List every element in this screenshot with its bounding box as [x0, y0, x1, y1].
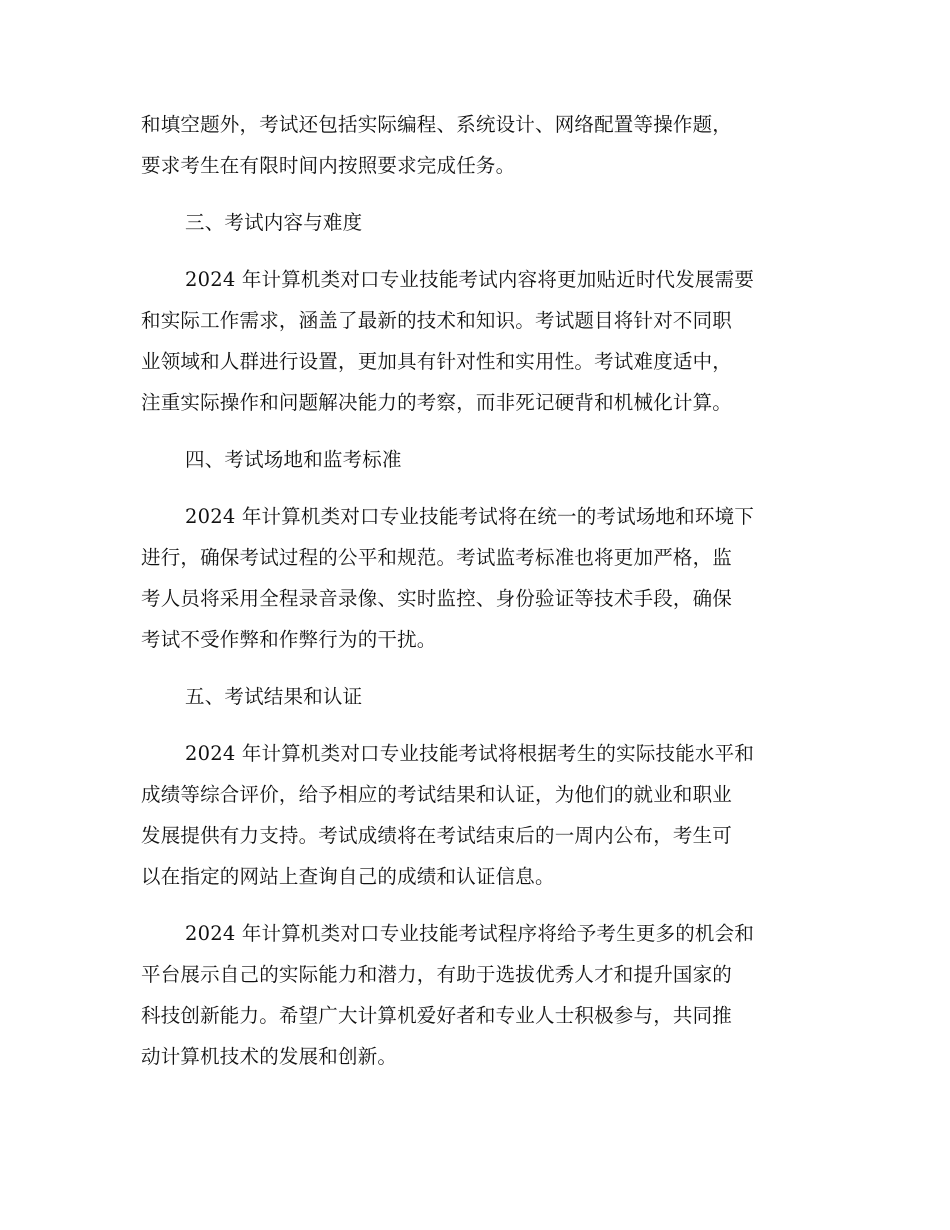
paragraph-line: 考人员将采用全程录音录像、实时监控、身份验证等技术手段，确保 [141, 587, 733, 610]
paragraph-line: 要求考生在有限时间内按照要求完成任务。 [141, 154, 516, 177]
paragraph-line: 平台展示自己的实际能力和潜力，有助于选拔优秀人才和提升国家的 [141, 963, 733, 986]
paragraph-line: 2024 年计算机类对口专业技能考试将在统一的考试场地和环境下 [185, 505, 755, 528]
paragraph-line: 考试不受作弊和作弊行为的干扰。 [141, 628, 437, 651]
document-body [141, 104, 811, 1077]
heading-text: 五、考试结果和认证 [185, 685, 363, 708]
section-paragraph-venue-proctoring [141, 496, 811, 660]
paragraph-line: 和填空题外，考试还包括实际编程、系统设计、网络配置等操作题， [141, 113, 733, 136]
intro-paragraph [141, 104, 811, 186]
section-paragraph-results-certification [141, 733, 811, 897]
paragraph-line: 动计算机技术的发展和创新。 [141, 1045, 398, 1068]
section-paragraph-content-difficulty [141, 259, 811, 423]
paragraph-line: 科技创新能力。希望广大计算机爱好者和专业人士积极参与，共同推 [141, 1004, 733, 1027]
heading-text: 四、考试场地和监考标准 [185, 448, 402, 471]
section-heading-venue-proctoring [141, 439, 811, 480]
section-heading-results-certification [141, 676, 811, 717]
paragraph-line: 以在指定的网站上查询自己的成绩和认证信息。 [141, 865, 555, 888]
paragraph-line: 和实际工作需求，涵盖了最新的技术和知识。考试题目将针对不同职 [141, 309, 733, 332]
paragraph-line: 进行，确保考试过程的公平和规范。考试监考标准也将更加严格，监 [141, 546, 733, 569]
paragraph-line: 注重实际操作和问题解决能力的考察，而非死记硬背和机械化计算。 [141, 391, 733, 414]
conclusion-paragraph [141, 913, 811, 1077]
paragraph-line: 2024 年计算机类对口专业技能考试将根据考生的实际技能水平和 [185, 742, 755, 765]
paragraph-line: 业领域和人群进行设置，更加具有针对性和实用性。考试难度适中， [141, 350, 733, 373]
paragraph-line: 发展提供有力支持。考试成绩将在考试结束后的一周内公布，考生可 [141, 824, 733, 847]
paragraph-line: 2024 年计算机类对口专业技能考试内容将更加贴近时代发展需要 [185, 268, 755, 291]
paragraph-line: 2024 年计算机类对口专业技能考试程序将给予考生更多的机会和 [185, 922, 755, 945]
heading-text: 三、考试内容与难度 [185, 211, 363, 234]
paragraph-line: 成绩等综合评价，给予相应的考试结果和认证，为他们的就业和职业 [141, 783, 733, 806]
section-heading-content-difficulty [141, 202, 811, 243]
